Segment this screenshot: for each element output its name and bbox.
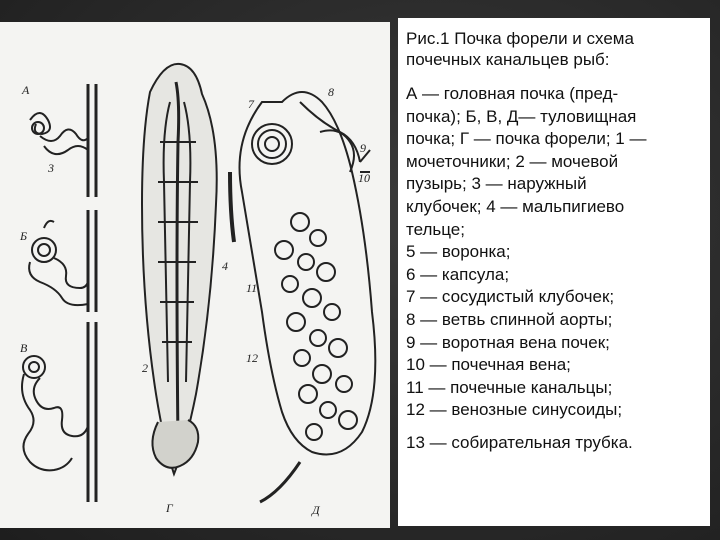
trout-kidney-drawing: [142, 64, 217, 474]
legend-line: клубочек; 4 — мальпигиево: [406, 196, 625, 216]
label-b: Б: [20, 229, 28, 243]
legend-line: почка; Г — почка форели; 1 —: [406, 129, 647, 149]
caption-line-1: Рис.1 Почка форели и схема: [406, 29, 634, 48]
legend-line-last: 13 — собирательная трубка.: [406, 432, 633, 452]
caption-line-2: почечных канальцев рыб:: [406, 50, 610, 69]
figure-caption: [406, 28, 702, 70]
label-4: 4: [222, 259, 228, 273]
label-11: 11: [246, 281, 258, 295]
label-7: 7: [248, 97, 254, 111]
label-3: 3: [48, 161, 54, 175]
label-10: 10: [358, 171, 370, 185]
kidney-illustration: [0, 22, 390, 528]
legend: [406, 83, 702, 454]
scheme-left-column: [22, 84, 96, 502]
legend-line: 10 — почечная вена;: [406, 355, 571, 375]
legend-line: 7 — сосудистый клубочек;: [406, 287, 615, 307]
label-8: 8: [328, 85, 334, 99]
legend-line: 8 — ветвь спинной аорты;: [406, 309, 613, 329]
legend-line: пузырь; 3 — наружный: [406, 174, 587, 194]
legend-line: 9 — воротная вена почек;: [406, 332, 610, 352]
label-g: Г: [166, 501, 173, 515]
legend-line: 11 — почечные канальцы;: [406, 377, 613, 397]
legend-line: 12 — венозные синусоиды;: [406, 400, 623, 420]
kidney-diagram-drawing: [0, 22, 390, 528]
label-9: 9: [360, 141, 366, 155]
trunk-kidney-scheme: [230, 92, 375, 502]
label-2: 2: [142, 361, 148, 375]
text-panel: [398, 18, 710, 526]
legend-line: 5 — воронка;: [406, 242, 511, 262]
label-d: Д: [312, 503, 320, 517]
legend-line: А — головная почка (пред-: [406, 84, 619, 103]
legend-line: мочеточники; 2 — мочевой: [406, 151, 619, 171]
label-a: А: [22, 83, 30, 97]
label-12: 12: [246, 351, 258, 365]
legend-line: тельце;: [406, 219, 465, 239]
legend-line: 6 — капсула;: [406, 264, 510, 284]
label-v: В: [20, 341, 28, 355]
legend-line: почка); Б, В, Д— туловищная: [406, 106, 637, 126]
